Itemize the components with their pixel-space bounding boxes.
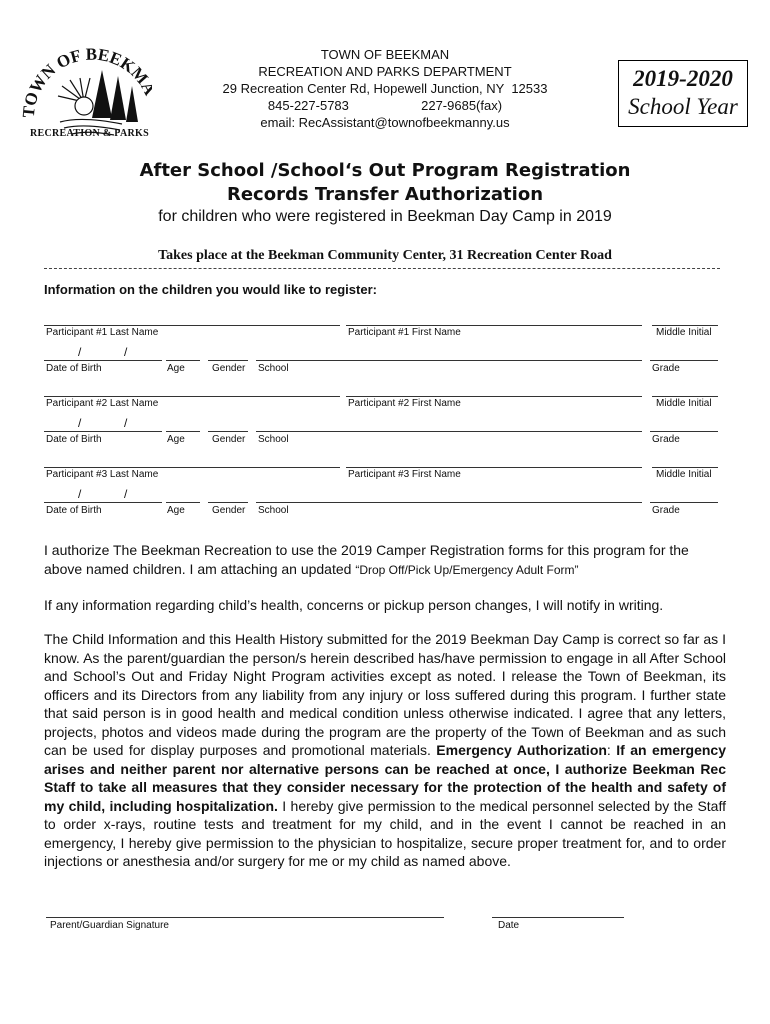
- authorization-text: I authorize The Beekman Recreation to use the 2019 Camper Registration forms for this program for the above named children. I am attaching an updated: [44, 542, 689, 577]
- participant3-middle-initial-field[interactable]: [652, 467, 718, 468]
- participant1-school-field[interactable]: [256, 360, 642, 361]
- parent-signature-label: Parent/Guardian Signature: [50, 920, 169, 931]
- school-year-value: 2019-2020: [633, 66, 733, 91]
- participant3-grade-field[interactable]: [650, 502, 718, 503]
- participant2-last-name-label: Participant #2 Last Name: [46, 398, 159, 409]
- participant1-age-label: Age: [167, 363, 185, 374]
- participant3-age-field[interactable]: [166, 502, 200, 503]
- emergency-authorization-heading: Emergency Authorization: [436, 742, 607, 758]
- children-info-heading: Information on the children you would like to register:: [44, 282, 377, 297]
- participant2-middle-initial-field[interactable]: [652, 396, 718, 397]
- emergency-authorization-text: If an emergency arises and neither parent nor alternative persons can be reached at once, I authorize Beekman Rec Staff to take all measures that they consider necessary for the protection of the health and safety of my child, including hospitalization.: [44, 742, 726, 814]
- participant3-dob-label: Date of Birth: [46, 505, 102, 516]
- participant2-dob-slash: /: [124, 416, 128, 430]
- header-line-org: TOWN OF BEEKMAN: [320, 47, 450, 62]
- authorization-paragraph: [44, 541, 726, 579]
- dashed-divider: [44, 268, 720, 269]
- participant1-last-name-field[interactable]: [44, 325, 340, 326]
- participant1-middle-initial-label: Middle Initial: [656, 327, 712, 338]
- participant3-school-label: School: [258, 505, 289, 516]
- participant1-dob-label: Date of Birth: [46, 363, 102, 374]
- parent-signature-field[interactable]: [46, 917, 444, 918]
- form-title-line1: After School /School‘s Out Program Registration: [139, 160, 631, 181]
- signature-date-field[interactable]: [492, 917, 624, 918]
- participant1-dob-slash: /: [78, 345, 82, 359]
- participant3-middle-initial-label: Middle Initial: [656, 469, 712, 480]
- participant1-dob-field[interactable]: [44, 360, 162, 361]
- participant2-gender-label: Gender: [212, 434, 246, 445]
- participant2-first-name-label: Participant #2 First Name: [348, 398, 461, 409]
- participant3-age-label: Age: [167, 505, 185, 516]
- participant2-gender-field[interactable]: [208, 431, 248, 432]
- liability-paragraph: [44, 630, 726, 871]
- header-line-address: 29 Recreation Center Rd, Hopewell Junction, NY 12533: [222, 81, 548, 96]
- logo-arc-text: OWN OF BEEKM: [22, 44, 152, 109]
- participant1-first-name-field[interactable]: [346, 325, 642, 326]
- participant3-gender-label: Gender: [212, 505, 246, 516]
- form-reference-text: “Drop Off/Pick Up/Emergency Adult Form”: [355, 562, 579, 577]
- participant2-middle-initial-label: Middle Initial: [656, 398, 712, 409]
- emergency-colon: :: [606, 742, 617, 758]
- participant2-dob-field[interactable]: [44, 431, 162, 432]
- participant2-first-name-field[interactable]: [346, 396, 642, 397]
- form-subtitle: for children who were registered in Beekman Day Camp in 2019: [158, 208, 612, 225]
- participant3-last-name-label: Participant #3 Last Name: [46, 469, 159, 480]
- participant2-age-field[interactable]: [166, 431, 200, 432]
- participant2-dob-label: Date of Birth: [46, 434, 102, 445]
- participant1-first-name-label: Participant #1 First Name: [348, 327, 461, 338]
- school-year-box: [618, 60, 748, 127]
- participant3-first-name-field[interactable]: [346, 467, 642, 468]
- participant1-middle-initial-field[interactable]: [652, 325, 718, 326]
- participant2-last-name-field[interactable]: [44, 396, 340, 397]
- participant3-dob-slash: /: [124, 487, 128, 501]
- program-location: Takes place at the Beekman Community Center, 31 Recreation Center Road: [158, 248, 612, 263]
- signature-date-label: Date: [498, 920, 520, 931]
- participant2-dob-slash: /: [78, 416, 82, 430]
- participant1-gender-field[interactable]: [208, 360, 248, 361]
- liability-text: The Child Information and this Health History submitted for the 2019 Beekman Day Camp is correct so far as I know. As the parent/guardian the person/s herein described has/have permission to engage in all After School and School’s Out and Friday Night Program activities except as noted. I release the Town of Beekman, its officers and its Directors from any liability from any injury or loss suffered during this program. I further state that said person is in good health and medical condition unless otherwise indicated. I agree that any letters, projects, photos and videos made during the program are the property of the Town of Beekman and as such can be used for display purposes and promotional materials.: [44, 631, 726, 758]
- form-title-line2: Records Transfer Authorization: [226, 184, 544, 205]
- participant1-last-name-label: Participant #1 Last Name: [46, 327, 159, 338]
- participant1-age-field[interactable]: [166, 360, 200, 361]
- participant1-school-label: School: [258, 363, 289, 374]
- participant1-gender-label: Gender: [212, 363, 246, 374]
- participant2-age-label: Age: [167, 434, 185, 445]
- header-line-phone: 845-227-5783 227-9685(fax): [267, 98, 503, 113]
- participant3-first-name-label: Participant #3 First Name: [348, 469, 461, 480]
- medical-permission-text: I hereby give permission to the medical personnel selected by the Staff to order x-rays, routine tests and treatment for my child, and in the event I cannot be reached in an emergency, I hereby give permission to the physician to hospitalize, secure proper treatment for, and to order injections or anesthesia and/or surgery for me or my child as named above.: [44, 797, 726, 869]
- participant2-school-label: School: [258, 434, 289, 445]
- participant2-school-field[interactable]: [256, 431, 642, 432]
- notification-paragraph: If any information regarding child’s health, concerns or pickup person changes, I will notify in writing.: [44, 597, 664, 613]
- header-line-dept: RECREATION AND PARKS DEPARTMENT: [258, 64, 512, 79]
- participant3-grade-label: Grade: [652, 505, 680, 516]
- participant3-last-name-field[interactable]: [44, 467, 340, 468]
- participant3-gender-field[interactable]: [208, 502, 248, 503]
- school-year-label: School Year: [628, 94, 738, 119]
- participant3-dob-field[interactable]: [44, 502, 162, 503]
- participant2-grade-field[interactable]: [650, 431, 718, 432]
- participant1-grade-field[interactable]: [650, 360, 718, 361]
- header-line-email: email: RecAssistant@townofbeekmanny.us: [260, 115, 510, 130]
- participant3-school-field[interactable]: [256, 502, 642, 503]
- participant1-dob-slash: /: [124, 345, 128, 359]
- header-address: [200, 46, 570, 131]
- logo-caption: RECREATION & PARKS: [30, 128, 149, 139]
- participant1-grade-label: Grade: [652, 363, 680, 374]
- participant2-grade-label: Grade: [652, 434, 680, 445]
- participant3-dob-slash: /: [78, 487, 82, 501]
